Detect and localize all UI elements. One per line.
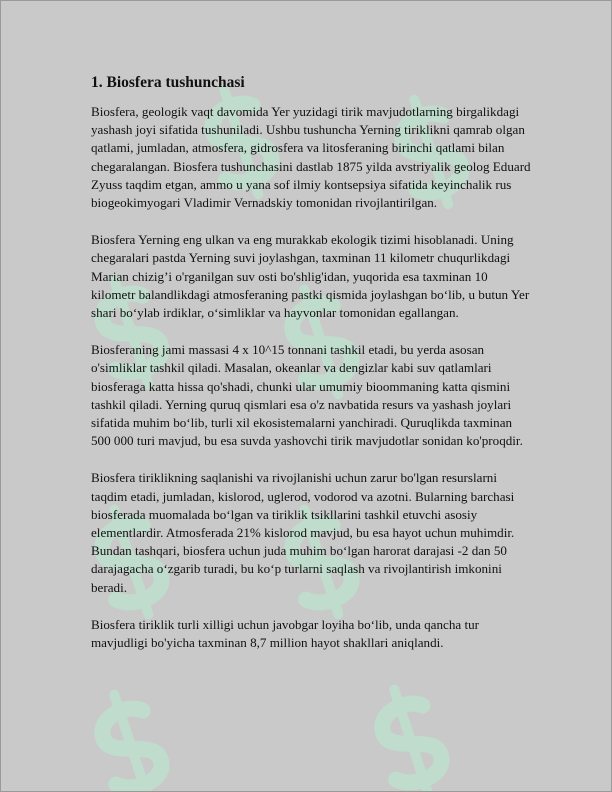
paragraph-1: Biosfera, geologik vaqt davomida Yer yuzidagi tirik mavjudotlarning birgalikdagi yashash joyi sifatida tushuniladi. Ushbu tushuncha Yerning tiriklikni qamrab olgan qatlami, jumladan, atmosfera, gidrosfera va litosferaning birinchi qatlami bilan chegaralangan. Biosfera tushunchasini dastlab 1875 yilda avstriyalik geolog Eduard Zyuss taqdim etgan, ammo u yana sof ilmiy kontsepsiya sifatida keyinchalik rus biogeokimyogari Vladimir Vernadskiy tomonidan rivojlantirilgan. <box>91 104 531 211</box>
paragraph-2: Biosfera Yerning eng ulkan va eng murakkab ekologik tizimi hisoblanadi. Uning chegaralari pastda Yerning suvi joylashgan, taxminan 11 kilometr chuqurlikdagi Marian chizig’i o'rganilgan suv osti bo'shlig'idan, yuqorida esa taxminan 10 kilometr balandlikdagi atmosferaning pastki qismida joylashgan bo‘lib, u butun Yer shari bo‘ylab irdiklar, o‘simliklar va hayvonlar tomonidan egallangan. <box>91 232 530 321</box>
paragraph-4: Biosfera tiriklikning saqlanishi va rivojlanishi uchun zarur bo'lgan resurslarni taqdim etadi, jumladan, kislorod, uglerod, vodorod va azotni. Bularning barchasi biosferada muomalada bo‘lgan va tiriklik tsikllarini tashkil etuvchi asosiy elementlardir. Atmosferada 21% kislorod mavjud, bu esa hayot uchun muhimdir. Bundan tashqari, biosfera uchun juda muhim bo‘lgan harorat darajasi -2 dan 50 darajagacha o‘zgarib turadi, bu ko‘p turlarni saqlash va rivojlantirish imkonini beradi. <box>91 470 515 595</box>
paragraph-5: Biosfera tiriklik turli xilligi uchun javobgar loyiha bo‘lib, unda qancha tur mavjudligi bo'yicha taxminan 8,7 million hayot shakllari aniqlandi. <box>91 616 479 651</box>
paragraph-3: Biosferaning jami massasi 4 x 10^15 tonnani tashkil etadi, bu yerda asosan o'simliklar tashkil qiladi. Masalan, okeanlar va dengizlar kabi suv qatlamlari biosferaga katta hissa qo'shadi, chunki ular umumiy bioommaning katta qismini tashkil qiladi. Yerning quruq qismlari esa o'z navbatida resurs va yashash joylari sifatida muhim bo‘lib, turli xil ekosistemalarni yanchiradi. Quruqlikda taxminan 500 000 turi mavjud, bu esa suvda yashovchi tirik mavjudotlar sonidan ko'proqdir. <box>91 342 523 449</box>
section-heading: 1. Biosfera tushunchasi <box>91 74 245 91</box>
dollar-logo-icon <box>370 682 452 791</box>
document-body <box>91 74 531 671</box>
dollar-logo-icon <box>90 687 172 791</box>
